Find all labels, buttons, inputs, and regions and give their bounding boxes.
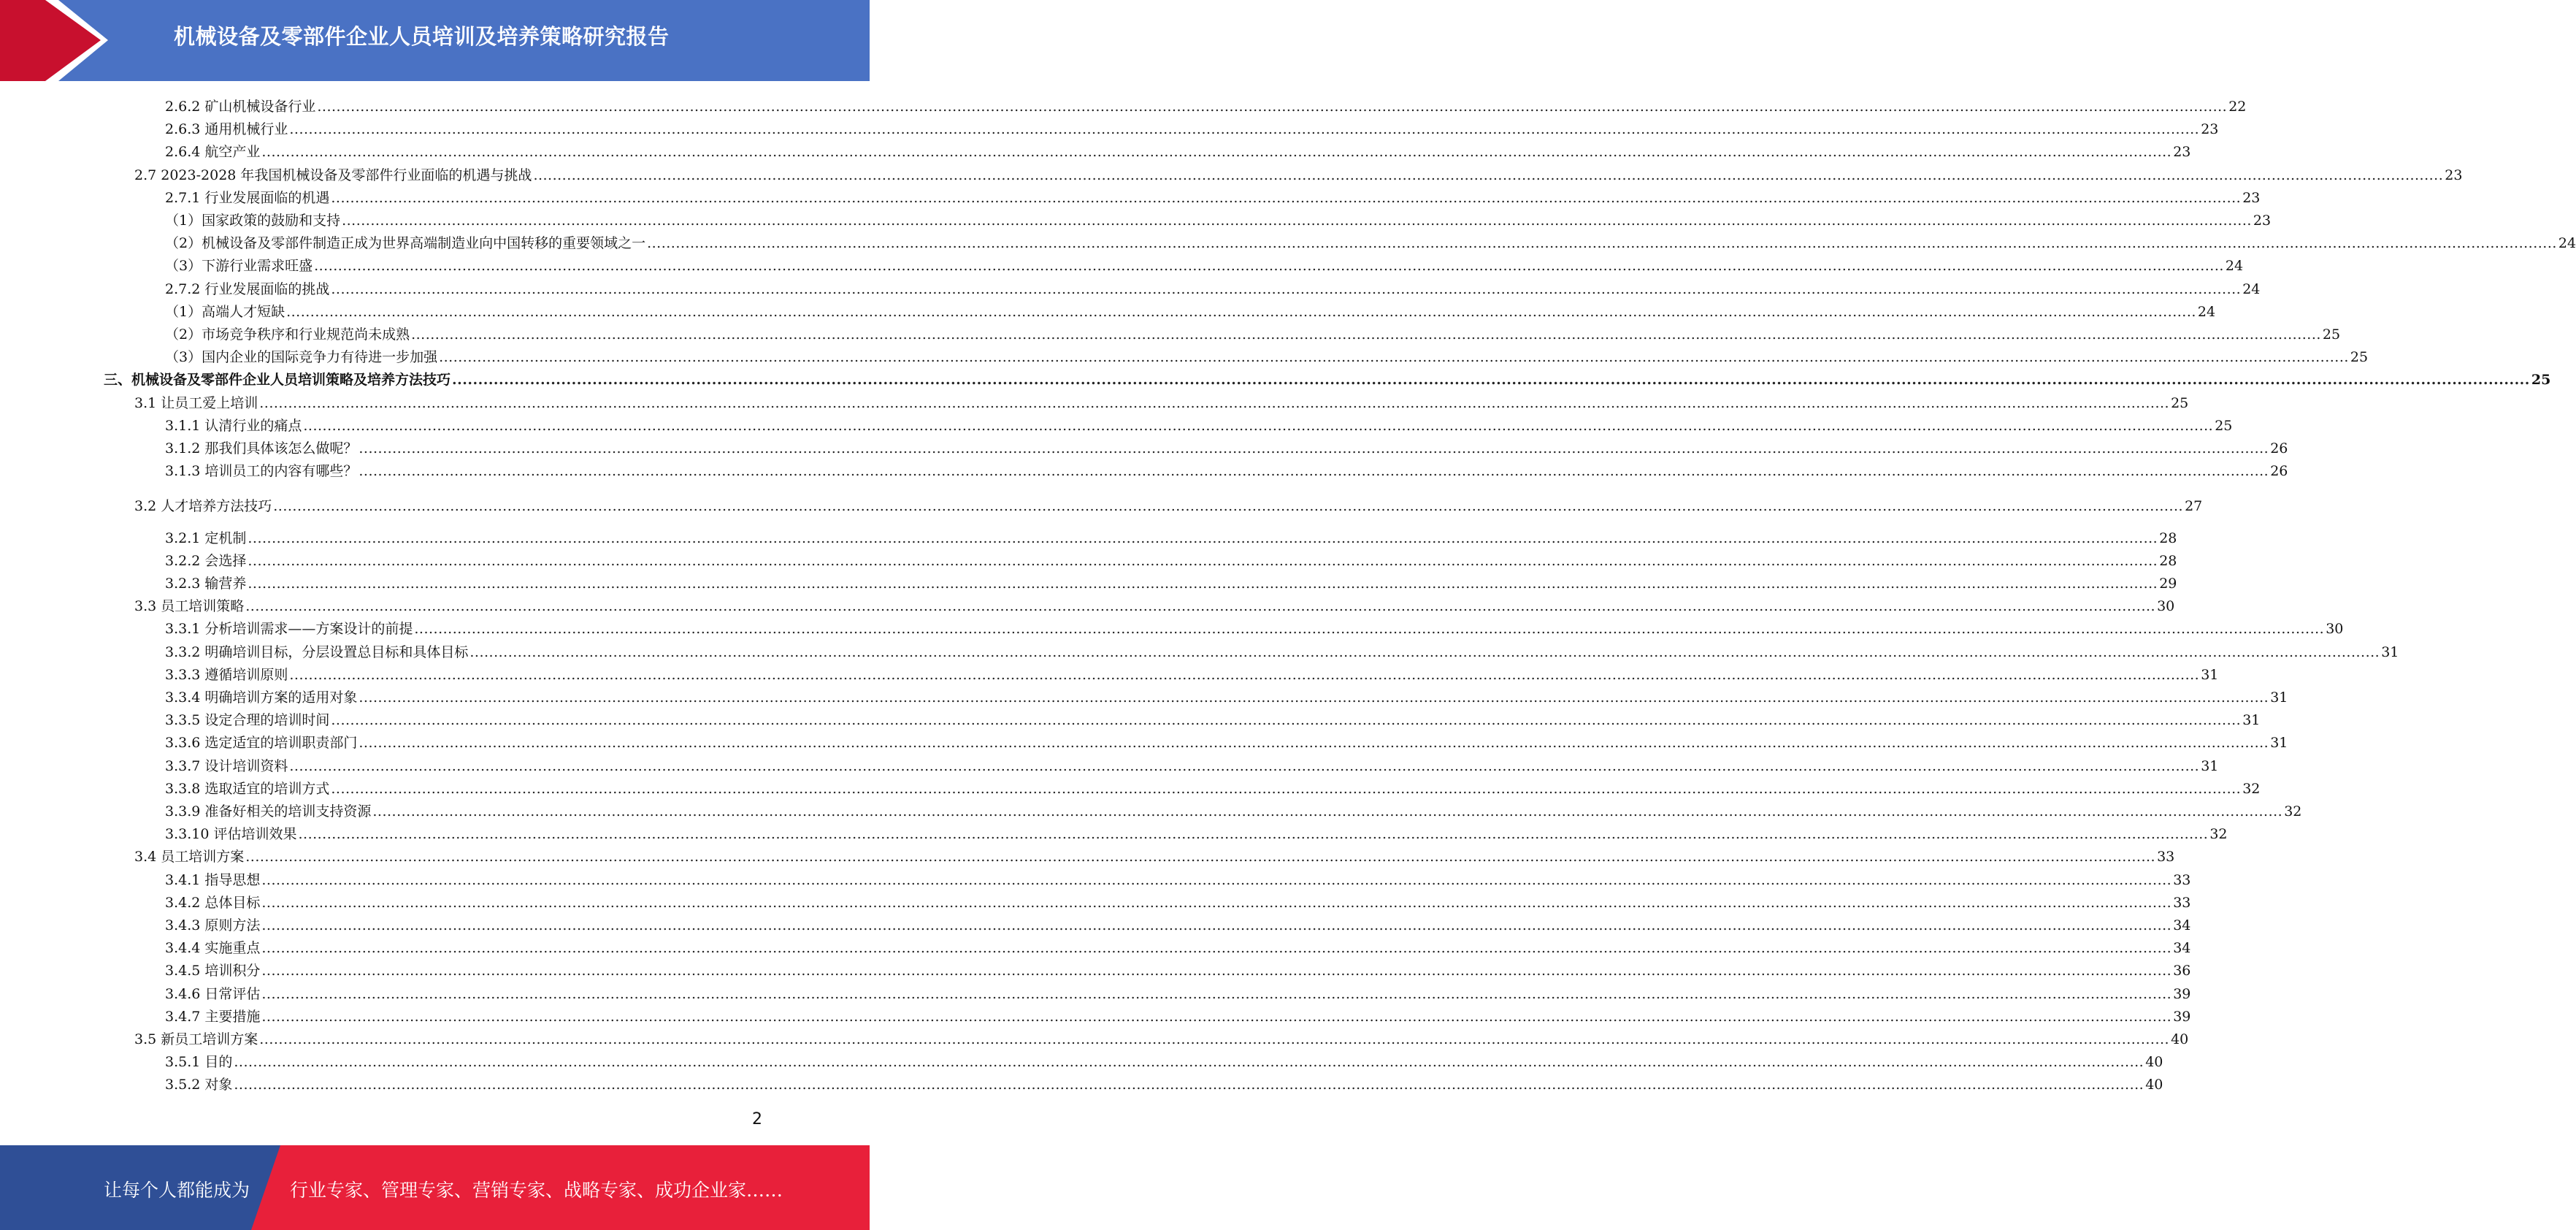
toc-entry-page: 25 [2322, 326, 2341, 343]
toc-leader-dots: ................................................................................................................................................................................................................................................................................................................................................................................................................ [234, 1077, 2144, 1093]
toc-entry[interactable] [165, 798, 2302, 820]
toc-entry-label: 3.4.1 指导思想 [165, 872, 261, 888]
toc-entry[interactable] [165, 912, 2191, 934]
toc-entry-page: 22 [2228, 99, 2247, 115]
toc-entry[interactable] [165, 457, 2288, 480]
toc-entry[interactable] [134, 389, 2189, 412]
toc-entry-label: 3.3.5 设定合理的培训时间 [165, 712, 330, 728]
toc-entry-label: 3.4 员工培训方案 [134, 849, 245, 865]
toc-entry[interactable] [165, 866, 2191, 889]
toc-entry-page: 26 [2270, 463, 2288, 479]
toc-leader-dots: ................................................................................................................................................................................................................................................................................................................................................................................................................ [452, 372, 2530, 388]
toc-leader-dots: ................................................................................................................................................................................................................................................................................................................................................................................................................ [331, 781, 2242, 797]
toc-entry-page: 29 [2159, 576, 2177, 592]
toc-entry[interactable] [165, 252, 2244, 275]
toc-entry-page: 34 [2173, 917, 2191, 933]
toc-entry[interactable] [134, 1025, 2189, 1048]
toc-entry[interactable] [165, 570, 2177, 592]
toc-entry[interactable] [165, 229, 2576, 252]
toc-entry[interactable] [165, 775, 2261, 798]
page-number: 2 [752, 1110, 762, 1128]
toc-entry-label: 2.6.3 通用机械行业 [165, 121, 288, 137]
toc-leader-dots: ................................................................................................................................................................................................................................................................................................................................................................................................................ [261, 986, 2172, 1002]
toc-entry-page: 30 [2326, 621, 2344, 637]
toc-leader-dots: ................................................................................................................................................................................................................................................................................................................................................................................................................ [289, 121, 2200, 137]
toc-entry-label: 3.3.1 分析培训需求——方案设计的前提 [165, 621, 413, 637]
toc-entry-label: 2.7 2023-2028 年我国机械设备及零部件行业面临的机遇与挑战 [134, 167, 532, 183]
toc-entry[interactable] [165, 1071, 2163, 1093]
toc-entry-label: 3.4.6 日常评估 [165, 986, 261, 1002]
toc-entry-page: 23 [2253, 213, 2272, 229]
toc-entry[interactable] [165, 435, 2288, 457]
toc-leader-dots: ................................................................................................................................................................................................................................................................................................................................................................................................................ [289, 758, 2200, 774]
toc-entry[interactable] [165, 615, 2344, 638]
toc-entry-page: 33 [2173, 872, 2191, 888]
footer-band [0, 1145, 870, 1230]
toc-entry-label: 3.3.10 评估培训效果 [165, 826, 297, 842]
toc-entry-label: 3.2.1 定机制 [165, 530, 247, 546]
toc-leader-dots: ................................................................................................................................................................................................................................................................................................................................................................................................................ [331, 712, 2242, 728]
toc-entry-page: 40 [2145, 1054, 2163, 1070]
toc-entry-page: 31 [2201, 667, 2219, 683]
toc-entry-page: 39 [2173, 1009, 2191, 1025]
toc-entry-page: 24 [2225, 258, 2244, 274]
toc-leader-dots: ................................................................................................................................................................................................................................................................................................................................................................................................................ [245, 598, 2156, 614]
toc-entry-page: 25 [2171, 395, 2189, 411]
toc-leader-dots: ................................................................................................................................................................................................................................................................................................................................................................................................................ [261, 963, 2172, 979]
toc-entry-page: 31 [2242, 712, 2261, 728]
toc-leader-dots: ................................................................................................................................................................................................................................................................................................................................................................................................................ [331, 281, 2242, 297]
toc-entry-label: 3.5 新员工培训方案 [134, 1031, 258, 1047]
toc-leader-dots: ................................................................................................................................................................................................................................................................................................................................................................................................................ [414, 621, 2325, 637]
toc-entry-label: 3.1.1 认清行业的痛点 [165, 418, 302, 434]
toc-entry[interactable] [165, 275, 2261, 298]
toc-entry-label: （1）国家政策的鼓励和支持 [165, 213, 341, 229]
toc-entry-label: 3.1 让员工爱上培训 [134, 395, 258, 411]
toc-leader-dots: ................................................................................................................................................................................................................................................................................................................................................................................................................ [298, 826, 2209, 842]
toc-entry[interactable] [165, 547, 2177, 570]
toc-entry[interactable] [165, 957, 2191, 979]
toc-entry[interactable] [165, 706, 2261, 729]
toc-leader-dots: ................................................................................................................................................................................................................................................................................................................................................................................................................ [359, 690, 2269, 706]
toc-entry-label: （1）高端人才短缺 [165, 304, 285, 320]
toc-leader-dots: ................................................................................................................................................................................................................................................................................................................................................................................................................ [359, 440, 2269, 457]
toc-entry[interactable] [165, 661, 2219, 684]
toc-entry-page: 28 [2159, 530, 2177, 546]
toc-entry[interactable] [165, 889, 2191, 912]
toc-entry-label: 2.6.2 矿山机械设备行业 [165, 99, 316, 115]
toc-entry[interactable] [165, 321, 2341, 343]
toc-leader-dots: ................................................................................................................................................................................................................................................................................................................................................................................................................ [234, 1054, 2144, 1070]
toc-leader-dots: ................................................................................................................................................................................................................................................................................................................................................................................................................ [439, 349, 2349, 365]
toc-leader-dots: ................................................................................................................................................................................................................................................................................................................................................................................................................ [342, 213, 2252, 229]
toc-entry-page: 39 [2173, 986, 2191, 1002]
toc-entry-page: 36 [2173, 963, 2191, 979]
toc-entry[interactable] [134, 492, 2203, 515]
toc-leader-dots: ................................................................................................................................................................................................................................................................................................................................................................................................................ [261, 144, 2172, 160]
toc-entry-label: 3.1.2 那我们具体该怎么做呢？ [165, 440, 358, 457]
toc-entry-label: 3.3.4 明确培训方案的适用对象 [165, 690, 358, 706]
toc-entry-label: 3.3 员工培训策略 [134, 598, 245, 614]
toc-entry[interactable] [165, 1003, 2191, 1025]
toc-entry-label: 3.1.3 培训员工的内容有哪些？ [165, 463, 358, 479]
toc-entry-page: 31 [2270, 690, 2288, 706]
toc-entry-page: 23 [2445, 167, 2463, 183]
toc-entry-page: 27 [2185, 498, 2203, 514]
toc-leader-dots: ................................................................................................................................................................................................................................................................................................................................................................................................................ [372, 803, 2283, 820]
toc-entry-label: 3.5.2 对象 [165, 1077, 233, 1093]
toc-entry-page: 30 [2157, 598, 2175, 614]
toc-leader-dots: ................................................................................................................................................................................................................................................................................................................................................................................................................ [533, 167, 2444, 183]
toc-leader-dots: ................................................................................................................................................................................................................................................................................................................................................................................................................ [259, 395, 2170, 411]
toc-entry-page: 28 [2159, 553, 2177, 569]
toc-leader-dots: ................................................................................................................................................................................................................................................................................................................................................................................................................ [317, 99, 2228, 115]
toc-entry-page: 40 [2145, 1077, 2163, 1093]
toc-entry-page: 24 [2197, 304, 2216, 320]
toc-entry-label: 3.3.2 明确培训目标，分层设置总目标和具体目标 [165, 644, 469, 660]
toc-entry[interactable] [165, 684, 2288, 706]
toc-entry-label: 3.2.3 输营养 [165, 576, 247, 592]
toc-entry-label: 3.3.3 遵循培训原则 [165, 667, 288, 683]
toc-entry-label: （3）下游行业需求旺盛 [165, 258, 313, 274]
toc-leader-dots: ................................................................................................................................................................................................................................................................................................................................................................................................................ [331, 190, 2242, 206]
toc-entry-label: （2）机械设备及零部件制造正成为世界高端制造业向中国转移的重要领域之一 [165, 235, 646, 251]
toc-entry-page: 25 [2215, 418, 2233, 434]
document-title: 机械设备及零部件企业人员培训及培养策略研究报告 [174, 24, 670, 49]
toc-entry[interactable] [165, 524, 2177, 547]
toc-entry[interactable] [165, 93, 2247, 115]
toc-entry-page: 25 [2531, 372, 2551, 388]
toc-entry[interactable] [165, 138, 2191, 161]
toc-entry[interactable] [165, 980, 2191, 1003]
toc-entry-page: 32 [2209, 826, 2228, 842]
toc-entry-page: 25 [2350, 349, 2369, 365]
toc-leader-dots: ................................................................................................................................................................................................................................................................................................................................................................................................................ [261, 872, 2172, 888]
toc-entry-page: 24 [2558, 235, 2576, 251]
toc-entry-label: 3.3.6 选定适宜的培训职责部门 [165, 735, 358, 751]
toc-entry[interactable] [165, 820, 2228, 843]
footer-slogan-right: 行业专家、管理专家、营销专家、战略专家、成功企业家…… [290, 1180, 783, 1201]
toc-entry[interactable] [165, 729, 2288, 752]
toc-entry-page: 31 [2201, 758, 2219, 774]
toc-entry[interactable] [165, 412, 2233, 435]
toc-entry[interactable] [165, 184, 2261, 207]
toc-entry-page: 26 [2270, 440, 2288, 457]
toc-entry-page: 32 [2242, 781, 2261, 797]
toc-leader-dots: ................................................................................................................................................................................................................................................................................................................................................................................................................ [248, 576, 2158, 592]
toc-entry-page: 31 [2381, 644, 2399, 660]
toc-entry[interactable] [165, 207, 2272, 229]
toc-entry[interactable] [165, 1048, 2163, 1071]
toc-entry-page: 23 [2201, 121, 2219, 137]
toc-entry[interactable] [165, 115, 2219, 138]
toc-entry-label: 2.7.1 行业发展面临的机遇 [165, 190, 330, 206]
toc-leader-dots: ................................................................................................................................................................................................................................................................................................................................................................................................................ [248, 530, 2158, 546]
toc-entry[interactable] [104, 366, 2551, 389]
toc-entry-page: 23 [2242, 190, 2261, 206]
toc-entry-label: 3.4.5 培训积分 [165, 963, 261, 979]
toc-leader-dots: ................................................................................................................................................................................................................................................................................................................................................................................................................ [359, 735, 2269, 751]
toc-leader-dots: ................................................................................................................................................................................................................................................................................................................................................................................................................ [647, 235, 2557, 251]
toc-leader-dots: ................................................................................................................................................................................................................................................................................................................................................................................................................ [359, 463, 2269, 479]
toc-entry-page: 33 [2173, 895, 2191, 911]
toc-leader-dots: ................................................................................................................................................................................................................................................................................................................................................................................................................ [261, 917, 2172, 933]
toc-leader-dots: ................................................................................................................................................................................................................................................................................................................................................................................................................ [314, 258, 2224, 274]
toc-entry-page: 24 [2242, 281, 2261, 297]
toc-entry[interactable] [134, 843, 2175, 866]
header-band [0, 0, 870, 81]
toc-entry[interactable] [134, 592, 2175, 615]
toc-entry-label: 3.4.7 主要措施 [165, 1009, 261, 1025]
toc-entry-label: 3.4.3 原则方法 [165, 917, 261, 933]
toc-entry[interactable] [165, 934, 2191, 957]
toc-entry-label: 3.3.7 设计培训资料 [165, 758, 288, 774]
toc-entry-label: 3.2.2 会选择 [165, 553, 247, 569]
toc-entry-page: 34 [2173, 940, 2191, 956]
toc-leader-dots: ................................................................................................................................................................................................................................................................................................................................................................................................................ [248, 553, 2158, 569]
toc-entry-page: 31 [2270, 735, 2288, 751]
toc-entry[interactable] [165, 638, 2399, 661]
toc-entry-page: 32 [2284, 803, 2302, 820]
toc-entry-page: 40 [2171, 1031, 2189, 1047]
toc-leader-dots: ................................................................................................................................................................................................................................................................................................................................................................................................................ [261, 1009, 2172, 1025]
toc-entry-label: 3.3.9 准备好相关的培训支持资源 [165, 803, 372, 820]
toc-entry[interactable] [134, 161, 2463, 184]
toc-entry-label: 3.4.2 总体目标 [165, 895, 261, 911]
toc-entry-label: 3.4.4 实施重点 [165, 940, 261, 956]
toc-leader-dots: ................................................................................................................................................................................................................................................................................................................................................................................................................ [303, 418, 2214, 434]
toc-leader-dots: ................................................................................................................................................................................................................................................................................................................................................................................................................ [411, 326, 2321, 343]
toc-entry-label: 3.5.1 目的 [165, 1054, 233, 1070]
toc-entry-label: 3.2 人才培养方法技巧 [134, 498, 272, 514]
toc-leader-dots: ................................................................................................................................................................................................................................................................................................................................................................................................................ [259, 1031, 2170, 1047]
toc-leader-dots: ................................................................................................................................................................................................................................................................................................................................................................................................................ [245, 849, 2156, 865]
toc-entry[interactable] [165, 752, 2219, 775]
toc-entry-label: （3）国内企业的国际竞争力有待进一步加强 [165, 349, 438, 365]
toc-entry[interactable] [165, 298, 2216, 321]
footer-slogan-left: 让每个人都能成为 [104, 1180, 250, 1201]
toc-leader-dots: ................................................................................................................................................................................................................................................................................................................................................................................................................ [273, 498, 2184, 514]
toc-entry-label: 三、机械设备及零部件企业人员培训策略及培养方法技巧 [104, 372, 451, 388]
toc-entry-label: 2.7.2 行业发展面临的挑战 [165, 281, 330, 297]
toc-leader-dots: ................................................................................................................................................................................................................................................................................................................................................................................................................ [286, 304, 2196, 320]
toc-entry-label: 2.6.4 航空产业 [165, 144, 261, 160]
toc-entry[interactable] [165, 343, 2369, 366]
toc-entry-page: 33 [2157, 849, 2175, 865]
toc-leader-dots: ................................................................................................................................................................................................................................................................................................................................................................................................................ [261, 895, 2172, 911]
toc-leader-dots: ................................................................................................................................................................................................................................................................................................................................................................................................................ [469, 644, 2380, 660]
toc-entry-page: 23 [2173, 144, 2191, 160]
toc-leader-dots: ................................................................................................................................................................................................................................................................................................................................................................................................................ [261, 940, 2172, 956]
toc-entry-label: （2）市场竞争秩序和行业规范尚未成熟 [165, 326, 410, 343]
toc-entry-label: 3.3.8 选取适宜的培训方式 [165, 781, 330, 797]
toc-leader-dots: ................................................................................................................................................................................................................................................................................................................................................................................................................ [289, 667, 2200, 683]
